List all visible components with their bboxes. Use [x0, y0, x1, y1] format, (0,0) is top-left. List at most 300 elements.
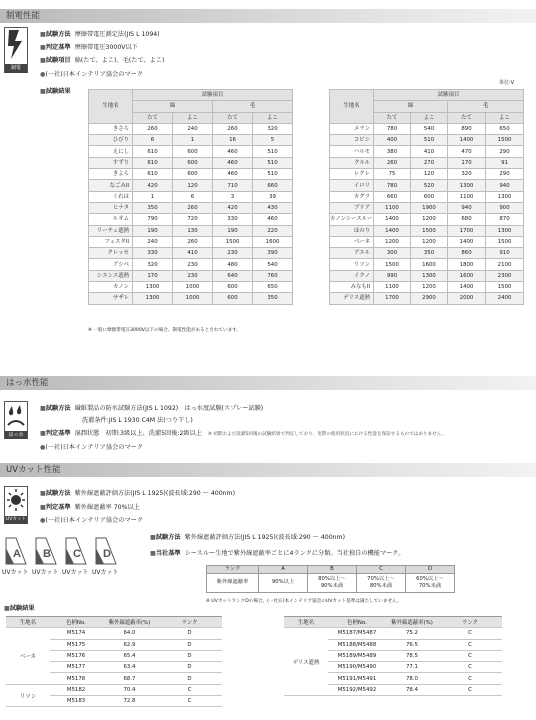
col-header-test-items: 試験項目	[133, 90, 293, 101]
voltage-cell: 680	[448, 214, 486, 225]
col-header-tate: たて	[133, 112, 173, 123]
rank-rate-line: 70%未満	[418, 582, 442, 589]
fabric-name: みなもII	[330, 282, 374, 293]
table-row	[89, 282, 293, 293]
voltage-cell: 650	[253, 282, 293, 293]
table-row	[330, 270, 524, 281]
voltage-cell: 460	[213, 157, 253, 168]
uv-fabric-name: デリス遮熱	[284, 628, 328, 696]
voltage-cell: 460	[253, 214, 293, 225]
voltage-cell: 510	[253, 169, 293, 180]
uv-rate: 62.9	[102, 639, 157, 650]
voltage-cell: 300	[374, 248, 411, 259]
voltage-cell: 600	[213, 293, 253, 304]
fabric-name: デリス遮熱	[330, 293, 374, 304]
voltage-cell: 1500	[486, 282, 524, 293]
voltage-cell: 190	[213, 225, 253, 236]
voltage-cell: 790	[133, 214, 173, 225]
uv-criteria-line: ■判定基準 紫外線遮蔽率 70%以上	[40, 504, 140, 511]
table-row	[89, 202, 293, 213]
col-header-name: 生地名	[89, 90, 133, 124]
col-header-tate: たて	[374, 112, 411, 123]
fabric-name: きよら	[89, 169, 133, 180]
voltage-cell: 320	[253, 123, 293, 134]
table-row	[330, 259, 524, 270]
fabric-name: メラン	[330, 123, 374, 134]
voltage-cell: 1300	[411, 270, 448, 281]
voltage-cell: 1	[133, 191, 173, 202]
col-header-cotton: 綿	[133, 101, 213, 112]
voltage-cell: 220	[253, 225, 293, 236]
color-no: M5190/M5490	[328, 662, 386, 673]
voltage-cell: 1300	[486, 225, 524, 236]
table-row	[89, 157, 293, 168]
voltage-cell: 290	[486, 146, 524, 157]
static-assoc-line: ●(一社)日本インテリア協会のマーク	[40, 71, 144, 78]
static-results-table-left	[88, 89, 293, 305]
color-no: M5182	[50, 684, 102, 695]
table-row	[89, 191, 293, 202]
fabric-name: えにし	[89, 146, 133, 157]
uv-rank: C	[438, 650, 502, 661]
voltage-cell: 390	[253, 248, 293, 259]
table-row	[330, 214, 524, 225]
static-criteria-line: ■判定基準 摩擦帯電圧3000V以下	[40, 44, 138, 51]
table-row	[89, 180, 293, 191]
static-note: ※ 一般に摩擦帯電圧3000V以下の場合、制電性能があるとされています。	[88, 328, 241, 333]
table-row	[6, 684, 222, 695]
col-header-wool: 毛	[213, 101, 293, 112]
table-row	[330, 225, 524, 236]
voltage-cell: 1	[173, 135, 213, 146]
static-results-table-right	[329, 89, 524, 305]
water-assoc-line: ●(一社)日本インテリア協会のマーク	[40, 444, 144, 451]
rank-rate	[308, 573, 357, 592]
water-method-line: ■試験方法 繊維製品の防水試験方法(JIS L 1092) はっ水度試験(スプレー試験)	[40, 405, 264, 412]
col-header-tate: たて	[213, 112, 253, 123]
voltage-cell: 1600	[448, 270, 486, 281]
voltage-cell: 510	[253, 146, 293, 157]
rank-rate	[357, 573, 406, 592]
voltage-cell: 910	[486, 248, 524, 259]
static-items-line: ■試験項目 綿(たて、よこ)、毛(たて、よこ)	[40, 57, 165, 64]
voltage-cell: 540	[411, 123, 448, 134]
uv-rank: D	[157, 639, 222, 650]
table-row	[6, 628, 222, 639]
voltage-cell: 2300	[486, 270, 524, 281]
voltage-cell: 870	[486, 214, 524, 225]
voltage-cell: 260	[173, 202, 213, 213]
table-row	[330, 282, 524, 293]
water-icon-label: はっ水	[5, 431, 27, 439]
rank-rate	[259, 573, 308, 592]
table-row	[89, 123, 293, 134]
voltage-cell: 1300	[486, 191, 524, 202]
col-header-tate: たて	[448, 112, 486, 123]
uv-rate: 72.8	[102, 696, 157, 707]
uv-rate: 75.2	[386, 628, 438, 639]
voltage-cell: 290	[486, 169, 524, 180]
uv-rank: C	[157, 696, 222, 707]
uv-col-header: ランク	[438, 617, 502, 628]
uv-rank-d-icon	[94, 536, 118, 566]
voltage-cell: 430	[253, 202, 293, 213]
uv-rank-letter: A	[13, 548, 21, 560]
fabric-name: イクノ	[330, 270, 374, 281]
uv-rank: D	[157, 662, 222, 673]
uv-rate: 63.4	[102, 662, 157, 673]
table-row	[330, 123, 524, 134]
table-row	[89, 236, 293, 247]
voltage-cell: 120	[173, 180, 213, 191]
table-row	[89, 169, 293, 180]
voltage-cell: 600	[173, 157, 213, 168]
table-row	[89, 146, 293, 157]
voltage-cell: 1500	[486, 135, 524, 146]
table-row	[330, 146, 524, 157]
fabric-name: ブリア	[330, 202, 374, 213]
sun-icon	[5, 487, 27, 514]
uv-rank-label: UVカット	[32, 569, 59, 576]
water-section-header: はっ水性能	[0, 376, 536, 390]
voltage-cell: 1400	[374, 225, 411, 236]
voltage-cell: 170	[133, 270, 173, 281]
col-header-test-items: 試験項目	[374, 90, 524, 101]
color-no: M5176	[50, 650, 102, 661]
voltage-cell: 1500	[213, 236, 253, 247]
rank-rate-line: 90%未満	[320, 582, 344, 589]
voltage-cell: 510	[253, 157, 293, 168]
fabric-name: リソン	[330, 259, 374, 270]
voltage-cell: 600	[173, 146, 213, 157]
voltage-cell: 1500	[411, 225, 448, 236]
voltage-cell: 6	[173, 191, 213, 202]
uv-rank-a-icon	[4, 536, 28, 566]
voltage-cell: 1000	[173, 282, 213, 293]
uv-rank: D	[157, 673, 222, 684]
fabric-name: リーチェ遮熱	[89, 225, 133, 236]
rank-letter: C	[357, 566, 406, 574]
static-section-header: 制電性能	[0, 9, 536, 23]
voltage-cell: 780	[374, 180, 411, 191]
table-row	[330, 157, 524, 168]
fabric-name: ヒナタ	[89, 202, 133, 213]
voltage-cell: 410	[173, 248, 213, 259]
rank-rate-line: 80%以上〜	[318, 576, 346, 582]
voltage-cell: 240	[173, 123, 213, 134]
voltage-cell: 510	[411, 135, 448, 146]
uv-col-header: 生地名	[6, 617, 50, 628]
uv-results-table-left	[6, 616, 222, 707]
voltage-cell: 380	[374, 146, 411, 157]
fabric-name: ひびり	[89, 135, 133, 146]
table-row	[89, 248, 293, 259]
voltage-cell: 610	[133, 169, 173, 180]
rank-label: ランク	[207, 566, 259, 574]
voltage-cell: 6	[133, 135, 173, 146]
color-no: M5177	[50, 662, 102, 673]
rank-rate-line: 60%以上〜	[416, 576, 444, 582]
col-header-yoko: よこ	[411, 112, 448, 123]
voltage-cell: 900	[486, 202, 524, 213]
voltage-cell: 1400	[448, 135, 486, 146]
fabric-name: クレッセ	[89, 248, 133, 259]
uv-method-line: ■試験方法 紫外線遮蔽評価方法(JIS L 1925)(波長域:290 〜 400nm)	[40, 490, 235, 497]
voltage-cell: 130	[173, 225, 213, 236]
col-header-name: 生地名	[330, 90, 374, 124]
voltage-cell: 1300	[133, 293, 173, 304]
voltage-cell: 39	[253, 191, 293, 202]
rank-rate	[406, 573, 455, 592]
voltage-cell: 460	[213, 146, 253, 157]
table-row	[89, 259, 293, 270]
voltage-cell: 2100	[486, 259, 524, 270]
voltage-cell: 600	[213, 282, 253, 293]
voltage-cell: 1800	[448, 259, 486, 270]
uv-rate: 77.1	[386, 662, 438, 673]
voltage-cell: 940	[448, 202, 486, 213]
uv-method2-line: ■試験方法 紫外線遮蔽評価方法(JIS L 1925)(波長域:290 〜 400nm)	[150, 534, 345, 541]
voltage-cell: 120	[411, 169, 448, 180]
voltage-cell: 610	[133, 146, 173, 157]
voltage-cell: 1200	[411, 214, 448, 225]
uv-col-header: 色柄No.	[50, 617, 102, 628]
voltage-cell: 410	[411, 146, 448, 157]
voltage-cell: 1400	[448, 282, 486, 293]
voltage-cell: 470	[448, 146, 486, 157]
voltage-cell: 1000	[173, 293, 213, 304]
voltage-cell: 260	[173, 236, 213, 247]
voltage-cell: 1100	[374, 282, 411, 293]
voltage-cell: 5	[253, 135, 293, 146]
table-row	[330, 191, 524, 202]
color-no: M5188/M5488	[328, 639, 386, 650]
voltage-cell: 780	[374, 123, 411, 134]
voltage-cell: 720	[173, 214, 213, 225]
table-row	[330, 135, 524, 146]
voltage-cell: 230	[173, 259, 213, 270]
uv-col-header: 生地名	[284, 617, 328, 628]
voltage-cell: 400	[374, 135, 411, 146]
voltage-cell: 75	[374, 169, 411, 180]
uv-rank-b-icon	[34, 536, 58, 566]
fabric-name: レクレ	[330, 169, 374, 180]
voltage-cell: 420	[133, 180, 173, 191]
water-wash-line: 洗濯条件:JIS L 1930 C4M 法(つり干し)	[82, 417, 193, 424]
uv-rank-label: UVカット	[2, 569, 29, 576]
table-row	[89, 270, 293, 281]
table-row	[89, 293, 293, 304]
uv-rank-table	[206, 565, 455, 593]
voltage-cell: 660	[253, 180, 293, 191]
static-unit: 単位:V	[499, 80, 515, 86]
fabric-name: すずり	[89, 157, 133, 168]
color-no: M5175	[50, 639, 102, 650]
voltage-cell: 420	[213, 202, 253, 213]
voltage-cell: 460	[213, 169, 253, 180]
voltage-cell: 940	[486, 180, 524, 191]
uv-rate: 78.5	[386, 650, 438, 661]
voltage-cell: 1400	[374, 214, 411, 225]
uv-col-header: 紫外線遮蔽率(%)	[386, 617, 438, 628]
rank-rate-line: 70%以上〜	[367, 576, 395, 582]
voltage-cell: 3	[213, 191, 253, 202]
table-row	[89, 225, 293, 236]
voltage-cell: 350	[253, 293, 293, 304]
voltage-cell: 650	[486, 123, 524, 134]
table-row	[330, 248, 524, 259]
voltage-cell: 230	[173, 270, 213, 281]
color-no: M5178	[50, 673, 102, 684]
voltage-cell: 350	[411, 248, 448, 259]
rank-rate-line: 80%未満	[369, 582, 393, 589]
voltage-cell: 1200	[411, 236, 448, 247]
voltage-cell: 1900	[411, 202, 448, 213]
uv-fabric-name: ベーネ	[6, 628, 50, 684]
fabric-name: フェスタII	[89, 236, 133, 247]
voltage-cell: 1600	[253, 236, 293, 247]
voltage-cell: 1500	[374, 259, 411, 270]
uv-rank: D	[157, 628, 222, 639]
voltage-cell: 1200	[374, 236, 411, 247]
voltage-cell: 540	[253, 259, 293, 270]
col-header-yoko: よこ	[173, 112, 213, 123]
voltage-cell: 1100	[374, 202, 411, 213]
uv-rank: C	[157, 684, 222, 695]
fabric-name: ルオム	[89, 214, 133, 225]
fabric-name: アシベ	[89, 259, 133, 270]
voltage-cell: 260	[213, 123, 253, 134]
voltage-cell: 600	[173, 169, 213, 180]
col-header-cotton: 綿	[374, 101, 448, 112]
color-no: M5192/M5492	[328, 684, 386, 695]
uv-rank-letter: B	[43, 548, 51, 560]
fabric-name: クルル	[330, 157, 374, 168]
uv-rate: 78.0	[386, 673, 438, 684]
rank-rate-label: 紫外線遮蔽率	[207, 573, 259, 592]
voltage-cell: 2900	[411, 293, 448, 304]
static-icon	[4, 27, 28, 73]
fabric-name: ほのり	[330, 225, 374, 236]
voltage-cell: 320	[133, 259, 173, 270]
uv-rank-c-icon	[64, 536, 88, 566]
table-row	[330, 293, 524, 304]
uv-icon-label: UVカット	[5, 517, 27, 522]
rank-letter: A	[259, 566, 308, 574]
water-criteria-line: ■判定基準 湿潤状態 初期:3級以上、洗濯5回後:2級以上 ※ 初期および洗濯5回後の試験結果で判定しており、実際の使用状況における性能を保証するものではありません。	[40, 430, 447, 437]
uv-col-header: 紫外線遮蔽率(%)	[102, 617, 157, 628]
water-icon	[4, 401, 28, 439]
water-drop-icon	[5, 402, 27, 429]
voltage-cell: 350	[133, 202, 173, 213]
uv-icon	[4, 486, 28, 524]
col-header-yoko: よこ	[486, 112, 524, 123]
voltage-cell: 170	[448, 157, 486, 168]
uv-rank: D	[157, 650, 222, 661]
table-row	[330, 169, 524, 180]
fabric-name: サザレ	[89, 293, 133, 304]
voltage-cell: 230	[213, 248, 253, 259]
voltage-cell: 2400	[486, 293, 524, 304]
voltage-cell: 1600	[411, 259, 448, 270]
fabric-name: アエル	[330, 248, 374, 259]
voltage-cell: 320	[448, 169, 486, 180]
uv-section-header: UVカット性能	[0, 463, 536, 477]
uv-rate: 64.0	[102, 628, 157, 639]
static-icon-label: 制電	[5, 64, 27, 73]
fabric-name: カノン	[89, 282, 133, 293]
voltage-cell: 480	[213, 259, 253, 270]
uv-col-header: ランク	[157, 617, 222, 628]
voltage-cell: 330	[213, 214, 253, 225]
voltage-cell: 990	[374, 270, 411, 281]
voltage-cell: 610	[133, 157, 173, 168]
lightning-icon	[5, 28, 27, 62]
voltage-cell: 260	[374, 157, 411, 168]
color-no: M5183	[50, 696, 102, 707]
uv-rate: 68.7	[102, 673, 157, 684]
voltage-cell: 760	[253, 270, 293, 281]
uv-rank-letter: D	[103, 548, 111, 560]
voltage-cell: 1300	[448, 180, 486, 191]
uv-rank-label: UVカット	[62, 569, 89, 576]
voltage-cell: 190	[133, 225, 173, 236]
fabric-name: ベーネ	[330, 236, 374, 247]
uv-rank: C	[438, 684, 502, 695]
voltage-cell: 860	[448, 248, 486, 259]
uv-rank-label: UVカット	[92, 569, 119, 576]
uv-assoc-line: ●(一社)日本インテリア協会のマーク	[40, 517, 144, 524]
color-no: M5187/M5487	[328, 628, 386, 639]
voltage-cell: 330	[133, 248, 173, 259]
voltage-cell: 1400	[448, 236, 486, 247]
voltage-cell: 1100	[448, 191, 486, 202]
voltage-cell: 1500	[486, 236, 524, 247]
color-no: M5189/M5489	[328, 650, 386, 661]
uv-rank: C	[438, 628, 502, 639]
fabric-name: カグラ	[330, 191, 374, 202]
voltage-cell: 260	[133, 123, 173, 134]
uv-rank: C	[438, 662, 502, 673]
voltage-cell: 270	[411, 157, 448, 168]
uv-fabric-name: リソン	[6, 684, 50, 707]
table-row	[330, 236, 524, 247]
static-method-line: ■試験方法 摩擦帯電圧測定法(JIS L 1094)	[40, 31, 160, 38]
voltage-cell: 1300	[133, 282, 173, 293]
uv-results-label: ■試験結果	[4, 605, 35, 612]
uv-rate: 65.4	[102, 650, 157, 661]
fabric-name: なごみII	[89, 180, 133, 191]
table-row	[89, 214, 293, 225]
fabric-name: きさら	[89, 123, 133, 134]
uv-card-note: ※ UVカットランクDの場合、(一社)日本インテリア協会のUVカット基準は満たしていません。	[206, 599, 402, 604]
voltage-cell: 1200	[411, 282, 448, 293]
fabric-name: コビシ	[330, 135, 374, 146]
fabric-name: シエンス遮熱	[89, 270, 133, 281]
voltage-cell: 16	[213, 135, 253, 146]
voltage-cell: 640	[213, 270, 253, 281]
fabric-name: ハルモ	[330, 146, 374, 157]
table-row	[330, 202, 524, 213]
uv-rate: 78.4	[386, 684, 438, 695]
uv-rank: C	[438, 673, 502, 684]
voltage-cell: 710	[213, 180, 253, 191]
fabric-name: カノンシースルー	[330, 214, 374, 225]
table-row	[284, 628, 502, 639]
voltage-cell: 890	[448, 123, 486, 134]
table-row	[89, 135, 293, 146]
voltage-cell: 660	[374, 191, 411, 202]
